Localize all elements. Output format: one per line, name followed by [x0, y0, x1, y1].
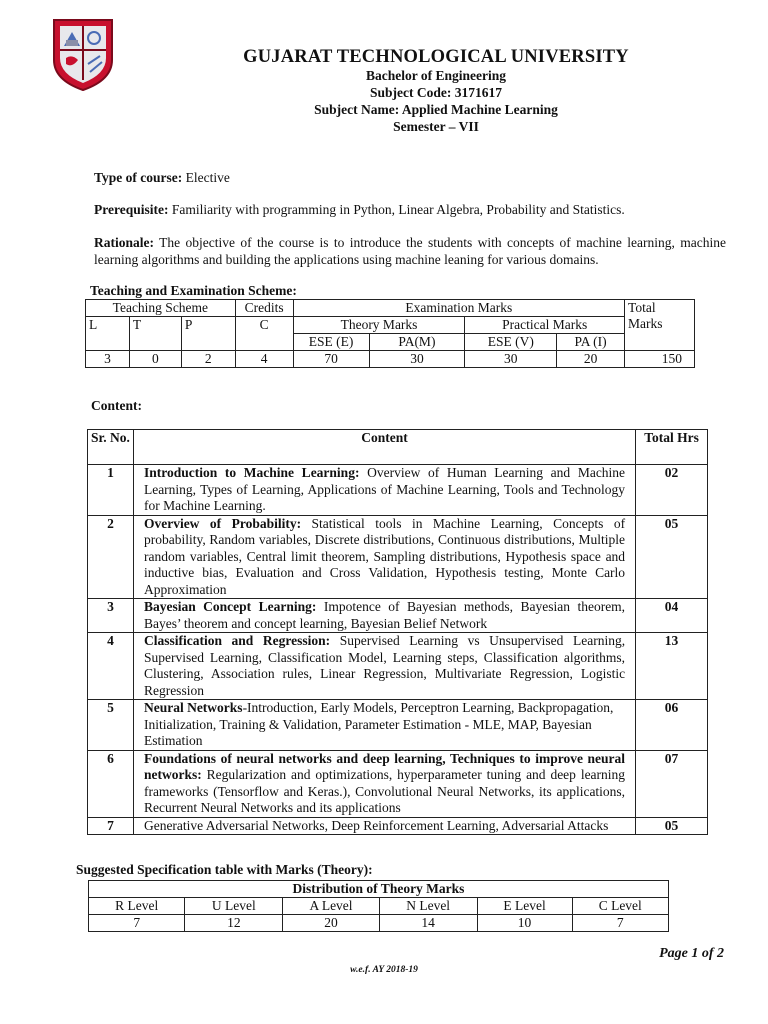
content-header: Content	[133, 430, 635, 465]
row-content: Bayesian Concept Learning: Impotence of Bayesian methods, Bayesian theorem, Bayes’ theorem and concept learning, Bayesian Belief Network	[133, 599, 635, 633]
subject-code: Subject Code: 3171617	[370, 85, 502, 100]
table-row	[88, 599, 708, 633]
row-hours: 04	[636, 599, 708, 633]
content-heading: Content:	[91, 398, 142, 413]
scheme-table	[85, 299, 695, 368]
scheme-value: 20	[557, 351, 625, 368]
spec-heading: Suggested Specification table with Marks (Theory):	[76, 862, 373, 877]
pa-i-header: PA (I)	[557, 334, 625, 351]
t-header: T	[129, 317, 181, 351]
row-content: Generative Adversarial Networks, Deep Reinforcement Learning, Adversarial Attacks	[133, 817, 635, 835]
row-number: 6	[88, 750, 134, 817]
theory-marks-header: Theory Marks	[293, 317, 465, 334]
level-marks: 12	[185, 915, 283, 932]
table-row	[88, 515, 708, 599]
row-number: 7	[88, 817, 134, 835]
row-content: Introduction to Machine Learning: Overview of Human Learning and Machine Learning, Types of Learning, Applications of Machine Learning, Tools and Technology for Machine Learning.	[133, 465, 635, 516]
scheme-value: 150	[625, 351, 695, 368]
row-content: Overview of Probability: Statistical tools in Machine Learning, Concepts of probability, Random variables, Discrete distributions, Continuous distributions, Multiple random variables, Central limit theorem, Sampling distributions, Hypothesis space and inductive bias, Evaluation and Cross Validation, Hypothesis testing, Monte Carlo Approximation	[133, 515, 635, 599]
row-hours: 07	[636, 750, 708, 817]
credits-header: Credits	[235, 300, 293, 317]
dist-header: Distribution of Theory Marks	[89, 881, 669, 898]
table-row	[88, 633, 708, 700]
practical-marks-header: Practical Marks	[465, 317, 625, 334]
total-marks-header: Total Marks	[625, 300, 695, 351]
row-number: 5	[88, 700, 134, 751]
scheme-value: 0	[129, 351, 181, 368]
row-number: 1	[88, 465, 134, 516]
scheme-value: 30	[369, 351, 465, 368]
scheme-value: 3	[86, 351, 130, 368]
level-header: C Level	[572, 898, 668, 915]
level-marks: 10	[477, 915, 572, 932]
row-number: 3	[88, 599, 134, 633]
teaching-scheme-header: Teaching Scheme	[86, 300, 236, 317]
scheme-value: 2	[181, 351, 235, 368]
level-header: A Level	[283, 898, 379, 915]
level-marks: 7	[89, 915, 185, 932]
content-table	[87, 429, 708, 835]
level-marks: 20	[283, 915, 379, 932]
table-row	[88, 750, 708, 817]
semester: Semester – VII	[393, 119, 479, 134]
level-header: E Level	[477, 898, 572, 915]
row-content: Neural Networks-Introduction, Early Models, Perceptron Learning, Backpropagation, Initialization, Training & Validation, Parameter Estimation - MLE, MAP, Bayesian Estimation	[133, 700, 635, 751]
row-content: Classification and Regression: Supervised Learning vs Unsupervised Learning, Supervised Learning, Classification Model, Learning steps, Classification algorithms, Clustering, Association rules, Linear Regression, Multivariate Regression, Logistic Regression	[133, 633, 635, 700]
table-row	[88, 700, 708, 751]
course-type: Type of course: Elective	[94, 170, 230, 185]
l-header: L	[86, 317, 130, 351]
row-number: 2	[88, 515, 134, 599]
row-hours: 05	[636, 515, 708, 599]
rationale: Rationale: The objective of the course is to introduce the students with concepts of machine learning, machine learning algorithms and building the applications using machine leaning for various domains.	[94, 235, 726, 267]
pa-m-header: PA(M)	[369, 334, 465, 351]
level-header: R Level	[89, 898, 185, 915]
prerequisite: Prerequisite: Familiarity with programming in Python, Linear Algebra, Probability and Statistics.	[94, 202, 625, 217]
hrs-header: Total Hrs	[636, 430, 708, 465]
effective-year: w.e.f. AY 2018-19	[350, 965, 418, 975]
c-header: C	[235, 317, 293, 351]
subject-name: Subject Name: Applied Machine Learning	[314, 102, 558, 117]
row-hours: 05	[636, 817, 708, 835]
scheme-value: 70	[293, 351, 369, 368]
scheme-heading: Teaching and Examination Scheme:	[90, 283, 297, 298]
row-hours: 02	[636, 465, 708, 516]
row-hours: 06	[636, 700, 708, 751]
p-header: P	[181, 317, 235, 351]
ese-e-header: ESE (E)	[293, 334, 369, 351]
spec-table	[88, 880, 669, 932]
scheme-value: 30	[465, 351, 557, 368]
row-content: Foundations of neural networks and deep learning, Techniques to improve neural networks: Regularization and optimizations, hyperparameter tuning and deep learning frameworks (Tensorflow and Keras.), Convolutional Neural Networks, its applications, Recurrent Neural Networks and its applications	[133, 750, 635, 817]
level-marks: 7	[572, 915, 668, 932]
scheme-value: 4	[235, 351, 293, 368]
level-header: N Level	[379, 898, 477, 915]
table-row	[88, 465, 708, 516]
level-marks: 14	[379, 915, 477, 932]
ese-v-header: ESE (V)	[465, 334, 557, 351]
degree: Bachelor of Engineering	[366, 68, 506, 83]
level-header: U Level	[185, 898, 283, 915]
srno-header: Sr. No.	[88, 430, 134, 465]
row-hours: 13	[636, 633, 708, 700]
exam-marks-header: Examination Marks	[293, 300, 624, 317]
page-number: Page 1 of 2	[659, 946, 724, 961]
table-row	[88, 817, 708, 835]
university-name: GUJARAT TECHNOLOGICAL UNIVERSITY	[243, 47, 629, 67]
row-number: 4	[88, 633, 134, 700]
